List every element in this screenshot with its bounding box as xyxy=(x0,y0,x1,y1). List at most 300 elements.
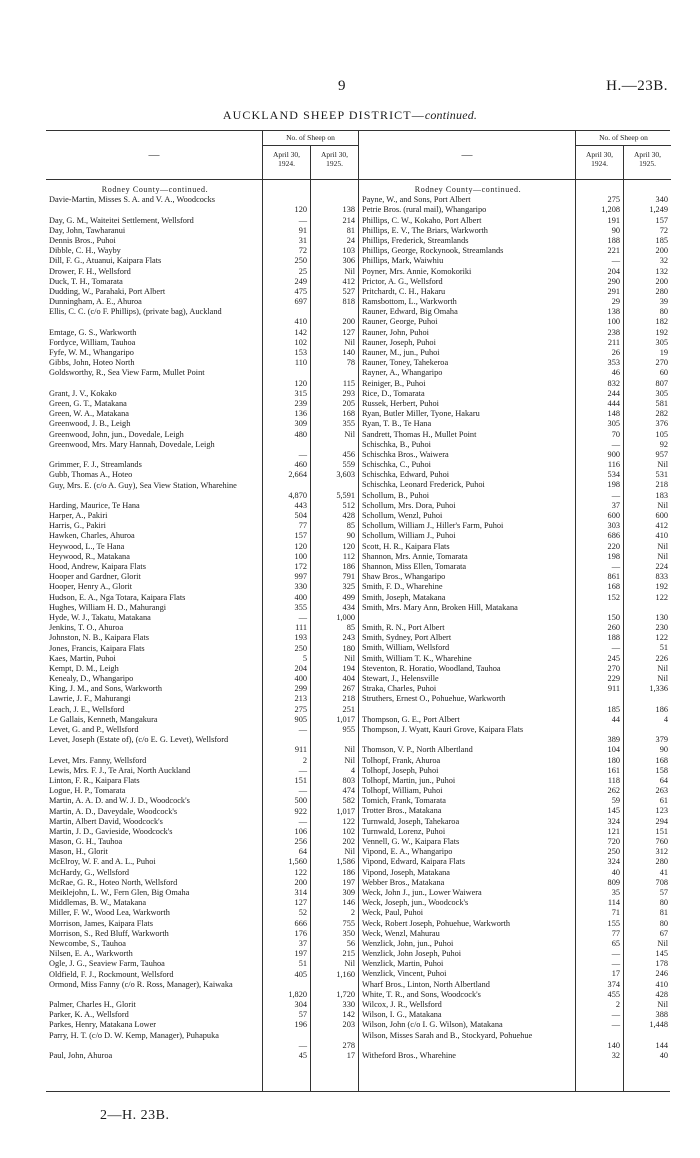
owner-name: Schollum, Mrs. Dora, Puhoi xyxy=(362,500,456,510)
owner-name: Dunningham, A. E., Ahuroa xyxy=(49,297,142,307)
sheep-1925: 90 xyxy=(346,531,355,541)
sheep-1925: 4 xyxy=(350,765,355,775)
date-1925-header: April 30, 1925. xyxy=(623,146,671,179)
owner-name: Ogle, J. G., Seaview Farm, Tauhoa xyxy=(49,959,165,969)
sheep-1924: 405 xyxy=(294,969,307,979)
sheep-1924: 185 xyxy=(607,704,620,714)
table-row xyxy=(46,786,358,796)
sheep-1924: 188 xyxy=(607,235,620,245)
sheep-1924: 37 xyxy=(611,500,620,510)
sheep-1925: 123 xyxy=(655,806,668,816)
owner-name: Lewis, Mrs. F. J., Te Arai, North Auckland xyxy=(49,765,191,775)
owner-name: Thompson, J. Wyatt, Kauri Grove, Kaipara Flats xyxy=(362,724,524,734)
sheep-1925: 180 xyxy=(342,643,355,653)
sheep-1924: 122 xyxy=(294,867,307,877)
table-row xyxy=(359,756,671,766)
county-label: Rodney County—continued. xyxy=(414,185,522,194)
owner-list-right xyxy=(359,185,671,1061)
sheep-1924: 221 xyxy=(607,246,620,256)
table-row xyxy=(359,868,671,878)
sheep-1924: 70 xyxy=(611,429,620,439)
owner-name: Turnwald, Lorenz, Puhoi xyxy=(362,826,446,836)
sheep-1924: 151 xyxy=(294,775,307,785)
table-row xyxy=(46,256,358,266)
sheep-1924: — xyxy=(611,439,620,449)
sheep-1925: 186 xyxy=(342,562,355,572)
table-row xyxy=(359,460,671,470)
sheep-1924: 315 xyxy=(294,388,307,398)
table-row xyxy=(46,623,358,633)
sheep-1925: 120 xyxy=(342,541,355,551)
sheep-1924: 922 xyxy=(294,806,307,816)
table-row xyxy=(359,694,671,714)
sheep-1924: 504 xyxy=(294,511,307,521)
sheep-1924: 46 xyxy=(611,368,620,378)
owner-name: Steventon, R. Horatio, Woodland, Tauhoa xyxy=(362,663,501,673)
sheep-1924: 256 xyxy=(294,837,307,847)
table-row xyxy=(359,399,671,409)
sheep-1924: 118 xyxy=(607,775,620,785)
sheep-1924: 193 xyxy=(294,633,307,643)
owner-name: Martin, A. A. D. and W. J. D., Woodcock's xyxy=(49,796,190,806)
sheep-1925: 559 xyxy=(342,460,355,470)
sheep-1924: 211 xyxy=(607,337,620,347)
owner-name: Ryan, T. B., Te Hana xyxy=(362,419,432,429)
table-row xyxy=(46,756,358,766)
owner-name: Mason, G. H., Tauhoa xyxy=(49,837,123,847)
table-row xyxy=(359,277,671,287)
table-row xyxy=(359,684,671,694)
sheep-1925: 194 xyxy=(342,663,355,673)
owner-name: McElroy, W. F. and A. L., Puhoi xyxy=(49,857,156,867)
sheep-1924: 77 xyxy=(611,928,620,938)
sheep-1924: 245 xyxy=(607,653,620,663)
sheep-1925: 24 xyxy=(346,235,355,245)
owner-name: Martin, Albert David, Woodcock's xyxy=(49,816,163,826)
sheep-1924: 720 xyxy=(607,837,620,847)
table-row xyxy=(46,766,358,776)
sheep-count-header: No. of Sheep on xyxy=(262,131,358,146)
sheep-1925: 1,336 xyxy=(649,684,668,694)
section-heading xyxy=(359,185,671,195)
sheep-1925: 130 xyxy=(655,612,668,622)
table-row xyxy=(46,338,358,348)
owner-name: Smith, William, Wellsford xyxy=(362,643,450,653)
owner-name: Pritchardt, C. H., Hakaru xyxy=(362,286,446,296)
sheep-1924: 116 xyxy=(607,460,620,470)
owner-name: Harding, Maurice, Te Hana xyxy=(49,500,140,510)
sheep-1925: 218 xyxy=(342,694,355,704)
owner-name: White, T. R., and Sons, Woodcock's xyxy=(362,989,481,999)
sheep-1925: 1,017 xyxy=(336,806,355,816)
table-row xyxy=(46,521,358,531)
sheep-1924: 324 xyxy=(607,816,620,826)
owner-name: Smith, R. N., Port Albert xyxy=(362,623,445,633)
sheep-1925: 600 xyxy=(655,511,668,520)
sheep-1925: Nil xyxy=(657,541,668,551)
table-row xyxy=(359,328,671,338)
owner-name: Levet, Joseph (Estate of), (c/o E. G. Levet), Wellsford xyxy=(49,735,229,745)
sheep-1925: 581 xyxy=(655,398,668,408)
sheep-1925: 791 xyxy=(342,572,355,582)
owner-name: Meiklejohn, L. W., Fern Glen, Big Omaha xyxy=(49,888,190,898)
sheep-1925: 412 xyxy=(655,521,668,531)
owner-name: King, J. M., and Sons, Warkworth xyxy=(49,684,163,694)
table-row xyxy=(46,460,358,470)
owner-name: Leach, J. E., Wellsford xyxy=(49,704,125,714)
table-row xyxy=(359,593,671,603)
table-row xyxy=(46,654,358,664)
sheep-1924: 275 xyxy=(607,195,620,205)
sheep-1925: Nil xyxy=(657,500,668,510)
sheep-1924: 600 xyxy=(607,511,620,520)
table-row xyxy=(46,939,358,949)
table-row xyxy=(359,267,671,277)
sheep-1924: 197 xyxy=(294,949,307,959)
table-row xyxy=(359,776,671,786)
owner-name: Wilson, John (c/o I. G. Wilson), Matakana xyxy=(362,1020,503,1030)
sheep-1924: 2,664 xyxy=(288,470,307,480)
date-1924-header: April 30, 1924. xyxy=(262,146,310,179)
sheep-1925: 127 xyxy=(342,327,355,337)
sheep-1924: 455 xyxy=(607,989,620,999)
sheep-1925: 278 xyxy=(342,1040,355,1050)
table-row xyxy=(46,195,358,215)
section-heading xyxy=(46,185,358,195)
table-row xyxy=(46,511,358,521)
table-row xyxy=(359,766,671,776)
sheep-1924: 91 xyxy=(298,225,307,235)
sheep-1924: 1,820 xyxy=(288,989,307,999)
sheep-1924: 65 xyxy=(611,938,620,948)
table-row xyxy=(46,674,358,684)
sheep-1924: 152 xyxy=(607,592,620,602)
table-row xyxy=(359,236,671,246)
sheep-1925: 144 xyxy=(655,1040,668,1050)
table-row xyxy=(46,419,358,429)
sheep-1924: 110 xyxy=(294,358,307,368)
table-row xyxy=(359,450,671,460)
table-row xyxy=(46,409,358,419)
sheep-1925: 760 xyxy=(655,837,668,847)
owner-name: Gibbs, John, Hoteo North xyxy=(49,358,135,368)
owner-name: Tolhopf, Frank, Ahuroa xyxy=(362,755,441,765)
table-row xyxy=(46,1010,358,1020)
owner-name: Miller, F. W., Wood Lea, Warkworth xyxy=(49,908,170,918)
owner-name: Parry, H. T. (c/o D. W. Kemp, Manager), Puhapuka xyxy=(49,1030,219,1040)
table-row xyxy=(46,817,358,827)
owner-name: Phillips, Mark, Waiwhiu xyxy=(362,256,444,266)
owner-name: Nilsen, E. A., Warkworth xyxy=(49,949,133,959)
sheep-1925: 306 xyxy=(342,256,355,266)
sheep-1924: 911 xyxy=(294,745,307,755)
owner-name: Ramsbottom, L., Warkworth xyxy=(362,297,457,307)
sheep-1924: 270 xyxy=(607,663,620,673)
owner-name: Schollum, William J., Puhoi xyxy=(362,531,456,541)
sheep-1924: 500 xyxy=(294,796,307,806)
owner-name: Stewart, J., Helensville xyxy=(362,674,439,684)
table-row xyxy=(359,847,671,857)
table-row xyxy=(359,256,671,266)
sheep-1925: 132 xyxy=(655,266,668,276)
table-row xyxy=(46,328,358,338)
table-row xyxy=(359,430,671,440)
sheep-1925: 192 xyxy=(655,582,668,592)
sheep-1925: 280 xyxy=(655,286,668,296)
sheep-1925: 214 xyxy=(342,215,355,225)
page-header xyxy=(0,78,700,98)
owner-name: Heywood, L., Te Hana xyxy=(49,541,125,551)
table-row xyxy=(359,480,671,490)
owner-column-header: — xyxy=(148,149,160,161)
sheep-1924: — xyxy=(298,1040,307,1050)
sheep-1924: 460 xyxy=(294,460,307,470)
owner-name: Rice, D., Tomarata xyxy=(362,388,425,398)
table-row xyxy=(359,246,671,256)
sheep-1925: 41 xyxy=(659,867,668,877)
sheep-1925: Nil xyxy=(657,1000,668,1010)
sheep-1924: 168 xyxy=(607,582,620,592)
sheep-1924: 29 xyxy=(611,297,620,307)
owner-name: Grant, J. V., Kokako xyxy=(49,388,117,398)
owner-name: Witheford Bros., Wharehine xyxy=(362,1051,456,1060)
sheep-1924: 120 xyxy=(294,205,307,215)
sheep-1924: 26 xyxy=(611,348,620,357)
table-row xyxy=(46,430,358,440)
sheep-1925: Nil xyxy=(344,266,355,276)
table-row xyxy=(359,827,671,837)
table-row xyxy=(359,1020,671,1030)
owner-name: Grimmer, F. J., Streamlands xyxy=(49,460,142,470)
sheep-1925: 200 xyxy=(342,317,355,327)
sheep-1924: 100 xyxy=(607,317,620,327)
table-row xyxy=(359,990,671,1000)
table-row xyxy=(359,501,671,511)
owner-name: Sandrett, Thomas H., Mullet Point xyxy=(362,429,477,439)
sheep-1924: 290 xyxy=(607,276,620,286)
sheep-1925: 122 xyxy=(655,592,668,602)
table-row xyxy=(46,287,358,297)
owner-name: Guy, Mrs. E. (c/o A. Guy), Sea View Station, Wharehine xyxy=(49,480,237,490)
sheep-1925: 330 xyxy=(342,1000,355,1010)
sheep-1924: 127 xyxy=(294,898,307,908)
sheep-1924: 120 xyxy=(294,541,307,551)
table-row xyxy=(46,368,358,388)
sheep-1925: 81 xyxy=(659,908,668,918)
owner-name: Green, G. T., Matakana xyxy=(49,398,127,408)
sheep-1924: 260 xyxy=(607,623,620,633)
table-row xyxy=(359,216,671,226)
sheep-1924: 303 xyxy=(607,521,620,531)
owner-name: Weck, Robert Joseph, Pohuehue, Warkworth xyxy=(362,918,511,928)
sheep-1924: 172 xyxy=(294,562,307,572)
owner-name: Fordyce, William, Tauhoa xyxy=(49,337,136,347)
owner-name: McHardy, G., Wellsford xyxy=(49,867,129,877)
sheep-1925: 60 xyxy=(659,368,668,378)
table-row xyxy=(46,684,358,694)
sheep-1924: 59 xyxy=(611,796,620,806)
sheep-1925: Nil xyxy=(344,847,355,857)
sheep-1924: 45 xyxy=(298,1051,307,1061)
sheep-1924: — xyxy=(611,1010,620,1020)
sheep-1924: 138 xyxy=(607,307,620,317)
table-row xyxy=(359,491,671,501)
sheep-1924: — xyxy=(298,786,307,796)
sheep-1925: 178 xyxy=(655,959,668,969)
owner-name: Dill, F. G., Atuanui, Kaipara Flats xyxy=(49,256,162,266)
table-row xyxy=(46,664,358,674)
owner-name: Phillips, E. V., The Briars, Warkworth xyxy=(362,225,488,235)
sheep-1924: — xyxy=(298,215,307,225)
owner-name: Morrison, S., Red Bluff, Warkworth xyxy=(49,928,169,938)
owner-name: Russek, Herbert, Puhoi xyxy=(362,398,439,408)
owner-name: Phillips, C. W., Kokaho, Port Albert xyxy=(362,215,482,225)
sheep-1925: 512 xyxy=(342,500,355,510)
sheep-1925: 112 xyxy=(342,551,355,561)
table-row xyxy=(359,368,671,378)
sheep-1924: 100 xyxy=(294,551,307,561)
owner-name: Petrie Bros. (rural mail), Whangaripo xyxy=(362,205,487,215)
sheep-1925: 404 xyxy=(342,674,355,684)
sheep-1924: 52 xyxy=(298,908,307,918)
owner-name: Weck, Paul, Puhoi xyxy=(362,908,424,918)
owner-name: Levet, Mrs. Fanny, Wellsford xyxy=(49,755,147,765)
table-row xyxy=(359,939,671,949)
sheep-1925: 251 xyxy=(342,704,355,714)
owner-name: Tolhopf, William, Puhoi xyxy=(362,786,443,796)
sheep-1924: 905 xyxy=(294,714,307,724)
owner-name: Heywood, R., Matakana xyxy=(49,551,130,561)
table-row xyxy=(359,857,671,867)
table-row xyxy=(46,725,358,735)
sheep-1925: 3,603 xyxy=(336,470,355,480)
sheep-1924: — xyxy=(298,816,307,826)
page-code: H.—23B. xyxy=(606,78,668,94)
sheep-1925: 246 xyxy=(655,969,668,979)
column-header xyxy=(46,131,358,180)
table-row xyxy=(46,470,358,480)
owner-name: Fyfe, W. M., Whangaripo xyxy=(49,348,134,358)
owner-name: Kenealy, D., Whangaripo xyxy=(49,674,134,684)
table-row xyxy=(359,542,671,552)
sheep-1925: 4 xyxy=(663,714,668,724)
sheep-1925: 151 xyxy=(655,826,668,836)
owner-name: Schollum, William J., Hiller's Farm, Puhoi xyxy=(362,521,504,531)
owner-name: Rauner, John, Puhoi xyxy=(362,327,429,337)
sheep-1924: 136 xyxy=(294,409,307,419)
sheep-1925: 39 xyxy=(659,297,668,307)
sheep-1924: 2 xyxy=(615,1000,620,1010)
owner-name: Thomson, V. P., North Albertland xyxy=(362,745,473,755)
date-1924-header: April 30, 1924. xyxy=(575,146,623,179)
sheep-1924: 40 xyxy=(611,867,620,877)
sheep-1925: 474 xyxy=(342,786,355,796)
owner-name: Green, W. A., Matakana xyxy=(49,409,129,419)
table-row xyxy=(46,1031,358,1051)
sheep-1925: 456 xyxy=(342,449,355,459)
sheep-1925: 197 xyxy=(342,877,355,887)
sheep-1925: 200 xyxy=(655,246,668,256)
table-row xyxy=(359,409,671,419)
table-row xyxy=(46,267,358,277)
table-row xyxy=(46,929,358,939)
sheep-1924: 5 xyxy=(302,653,307,663)
owner-name: Jenkins, T. O., Ahuroa xyxy=(49,623,124,633)
sheep-1924: 140 xyxy=(607,1040,620,1050)
sheep-1924: 71 xyxy=(611,908,620,918)
sheep-1924: 51 xyxy=(298,959,307,969)
sheep-1925: 410 xyxy=(655,979,668,989)
owner-name: Day, G. M., Waiteitei Settlement, Wellsford xyxy=(49,215,194,225)
owner-name: Greenwood, John, jun., Dovedale, Leigh xyxy=(49,429,184,439)
sheep-1925: 309 xyxy=(342,888,355,898)
sheep-1924: 32 xyxy=(611,1051,620,1060)
table-row xyxy=(359,664,671,674)
sheep-1924: 275 xyxy=(294,704,307,714)
sheep-1924: 305 xyxy=(607,419,620,429)
owner-name: Martin, J. D., Gavieside, Woodcock's xyxy=(49,826,173,836)
owner-name: Tomich, Frank, Tomarata xyxy=(362,796,446,806)
owner-name: Schischka, B., Puhoi xyxy=(362,439,431,449)
footer-code: 2—H. 23B. xyxy=(100,1108,170,1123)
sheep-1924: 697 xyxy=(294,297,307,307)
sheep-1925: 78 xyxy=(346,358,355,368)
owner-name: Shaw Bros., Whangaripo xyxy=(362,572,446,582)
sheep-1925: 230 xyxy=(655,623,668,633)
sheep-1925: 708 xyxy=(655,877,668,887)
sheep-1924: 480 xyxy=(294,429,307,439)
owner-name: Schischka, Edward, Puhoi xyxy=(362,470,450,480)
sheep-1925: 379 xyxy=(655,735,668,745)
sheep-1925: 833 xyxy=(655,572,668,582)
owner-name: Drower, F. H., Wellsford xyxy=(49,266,131,276)
sheep-1925: 325 xyxy=(342,582,355,592)
owner-name: Hyde, W. J., Takatu, Matakana xyxy=(49,612,151,622)
table-row xyxy=(46,878,358,888)
table-row xyxy=(359,786,671,796)
table-row xyxy=(359,1010,671,1020)
owner-name: Shannon, Mrs. Annie, Tomarata xyxy=(362,551,468,561)
table-row xyxy=(359,1031,671,1051)
table-row xyxy=(46,715,358,725)
owner-name: Wenzlick, John Joseph, Puhoi xyxy=(362,949,462,959)
owner-name: Wenzlick, John, jun., Puhoi xyxy=(362,938,454,948)
table-row xyxy=(46,847,358,857)
sheep-1924: — xyxy=(298,449,307,459)
table-row xyxy=(46,694,358,704)
table-row xyxy=(359,470,671,480)
table-row xyxy=(46,776,358,786)
owner-name: Day, John, Tawharanui xyxy=(49,225,126,235)
sheep-1925: 226 xyxy=(655,653,668,663)
sheep-1925: 200 xyxy=(655,276,668,286)
sheep-1924: 77 xyxy=(298,521,307,531)
table-row xyxy=(359,674,671,684)
owner-name: Shannon, Miss Ellen, Tomarata xyxy=(362,561,467,571)
sheep-count-header: No. of Sheep on xyxy=(575,131,671,146)
owner-name: Schischka, C., Puhoi xyxy=(362,460,431,470)
owner-name: Straka, Charles, Puhoi xyxy=(362,684,437,694)
owner-column-header: — xyxy=(461,149,473,161)
sheep-1925: Nil xyxy=(657,663,668,673)
sheep-1925: 19 xyxy=(659,348,668,357)
owner-name: Prictor, A. G., Wellsford xyxy=(362,276,443,286)
table-row xyxy=(359,806,671,816)
sheep-1925: 192 xyxy=(655,327,668,337)
sheep-1924: 198 xyxy=(607,480,620,490)
sheep-1925: 582 xyxy=(342,796,355,806)
table-row xyxy=(359,1051,671,1061)
